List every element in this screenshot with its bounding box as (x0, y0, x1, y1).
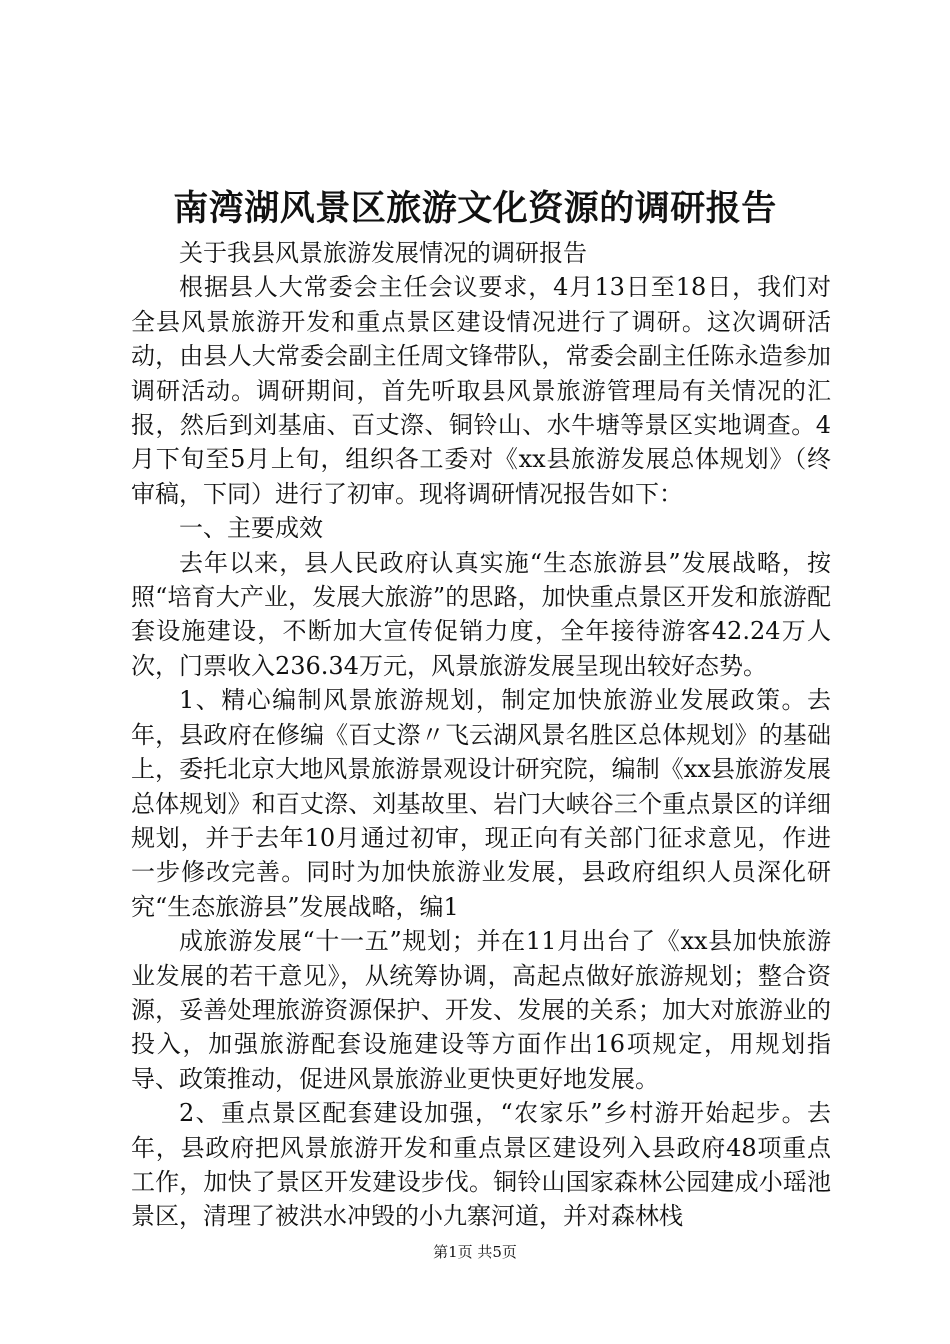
paragraph-subtitle: 关于我县风景旅游发展情况的调研报告 (179, 239, 587, 267)
paragraph-item-1-continued: 成旅游发展“十一五”规划；并在11月出台了《xx县加快旅游业发展的若干意见》，从统筹协调，高起点做好旅游规划；整合资源，妥善处理旅游资源保护、开发、发展的关系；加大对旅游业的投入，加强旅游配套设施建设等方面作出16项规定，用规划指导、政策推动，促进风景旅游业更快更好地发展。 (131, 927, 831, 1093)
document-title: 南湾湖风景区旅游文化资源的调研报告 (173, 188, 777, 229)
section-heading-main-results: 一、主要成效 (179, 514, 323, 543)
paragraph-item-1: 1、精心编制风景旅游规划，制定加快旅游业发展政策。去年，县政府在修编《百丈漈〃飞云湖风景名胜区总体规划》的基础上，委托北京大地风景旅游景观设计研究院，编制《xx县旅游发展总体规划》和百丈漈、刘基故里、岩门大峡谷三个重点景区的详细规划，并于去年10月通过初审，现正向有关部门征求意见，作进一步修改完善。同时为加快旅游业发展，县政府组织人员深化研究“生态旅游县”发展战略，编1 (131, 686, 831, 921)
page-footer: 第1页 共5页 (433, 1243, 517, 1261)
paragraph-item-2: 2、重点景区配套建设加强，“农家乐”乡村游开始起步。去年，县政府把风景旅游开发和重点景区建设列入县政府48项重点工作，加快了景区开发建设步伐。铜铃山国家森林公园建成小瑶池景区，清理了被洪水冲毁的小九寨河道，并对森林栈 (131, 1099, 831, 1231)
paragraph-overview: 去年以来，县人民政府认真实施“生态旅游县”发展战略，按照“培育大产业，发展大旅游”的思路，加快重点景区开发和旅游配套设施建设，不断加大宣传促销力度，全年接待游客42.24万人次，门票收入236.34万元，风景旅游发展呈现出较好态势。 (131, 548, 831, 680)
document-body (131, 236, 831, 1234)
paragraph-intro: 根据县人大常委会主任会议要求，4月13日至18日，我们对全县风景旅游开发和重点景区建设情况进行了调研。这次调研活动，由县人大常委会副主任周文锋带队，常委会副主任陈永造参加调研活动。调研期间，首先听取县风景旅游管理局有关情况的汇报，然后到刘基庙、百丈漈、铜铃山、水牛塘等景区实地调查。4月下旬至5月上旬，组织各工委对《xx县旅游发展总体规划》（终审稿，下同）进行了初审。现将调研情况报告如下： (131, 273, 831, 508)
